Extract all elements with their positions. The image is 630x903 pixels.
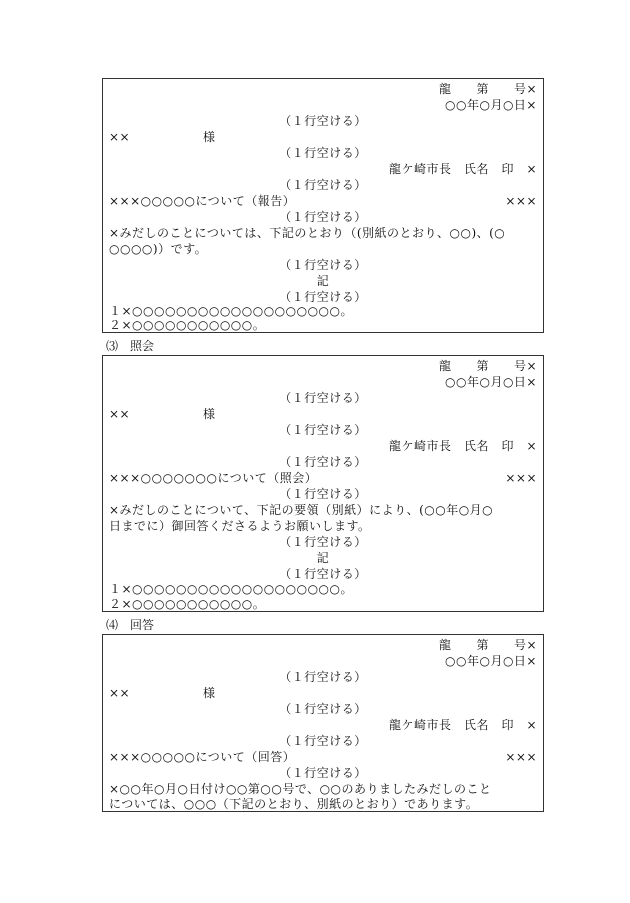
addressee: ×× (109, 686, 131, 700)
blank-line-note: （１行空ける） (279, 567, 367, 581)
subject-line: ×××○○○○○○○について（照会） (109, 471, 318, 485)
sender-name: 龍ケ崎市長 氏名 印 × (388, 162, 537, 176)
blank-line-note: （１行空ける） (279, 487, 367, 501)
sender-name: 龍ケ崎市長 氏名 印 × (388, 439, 537, 453)
ki-heading: 記 (316, 551, 330, 565)
document-date: ○○年○月○日× (445, 654, 537, 668)
subject-line-end: ××× (505, 471, 537, 485)
section-heading-answer: ⑷ 回答 (106, 618, 155, 632)
ki-heading: 記 (316, 274, 330, 288)
body-line-1: ×みだしのことについては、下記のとおり（(別紙のとおり、○○)、(○ (109, 226, 506, 240)
addressee: ×× (109, 407, 131, 421)
subject-line: ×××○○○○○について（報告） (109, 194, 296, 208)
list-item-1: １×○○○○○○○○○○○○○○○○○○○。 (109, 582, 353, 596)
document-number: 龍 第 号× (438, 359, 537, 373)
list-item-2: ２×○○○○○○○○○○○。 (109, 597, 266, 611)
body-line-2: ○○○○)）です。 (109, 242, 208, 256)
honorific: 様 (203, 407, 216, 421)
document-date: ○○年○月○日× (445, 375, 537, 389)
body-line-1: ×みだしのことについて、下記の要領（別紙）により、(○○年○月○ (109, 503, 494, 517)
inquiry-template-box (102, 355, 544, 612)
blank-line-note: （１行空ける） (279, 178, 367, 192)
body-line-2: については、○○○（下記のとおり、別紙のとおり）であります。 (109, 797, 479, 811)
answer-template-box (102, 634, 544, 812)
blank-line-note: （１行空ける） (279, 290, 367, 304)
honorific: 様 (203, 686, 216, 700)
document-date: ○○年○月○日× (445, 98, 537, 112)
blank-line-note: （１行空ける） (279, 670, 367, 684)
blank-line-note: （１行空ける） (279, 535, 367, 549)
report-template-box (102, 78, 544, 333)
body-line-2: 日までに）御回答くださるようお願いします。 (109, 519, 371, 533)
blank-line-note: （１行空ける） (279, 702, 367, 716)
list-item-2: ２×○○○○○○○○○○○。 (109, 318, 266, 332)
blank-line-note: （１行空ける） (279, 391, 367, 405)
subject-line: ×××○○○○○について（回答） (109, 750, 296, 764)
blank-line-note: （１行空ける） (279, 455, 367, 469)
blank-line-note: （１行空ける） (279, 423, 367, 437)
section-heading-inquiry: ⑶ 照会 (106, 339, 155, 353)
body-line-1: ×○○年○月○日付け○○第○○号で、○○のありましたみだしのこと (109, 782, 492, 796)
blank-line-note: （１行空ける） (279, 258, 367, 272)
honorific: 様 (203, 130, 216, 144)
blank-line-note: （１行空ける） (279, 734, 367, 748)
blank-line-note: （１行空ける） (279, 210, 367, 224)
blank-line-note: （１行空ける） (279, 146, 367, 160)
subject-line-end: ××× (505, 750, 537, 764)
sender-name: 龍ケ崎市長 氏名 印 × (388, 718, 537, 732)
document-number: 龍 第 号× (438, 638, 537, 652)
subject-line-end: ××× (505, 194, 537, 208)
blank-line-note: （１行空ける） (279, 114, 367, 128)
document-number: 龍 第 号× (438, 82, 537, 96)
blank-line-note: （１行空ける） (279, 766, 367, 780)
list-item-1: １×○○○○○○○○○○○○○○○○○○○。 (109, 304, 353, 318)
addressee: ×× (109, 130, 131, 144)
